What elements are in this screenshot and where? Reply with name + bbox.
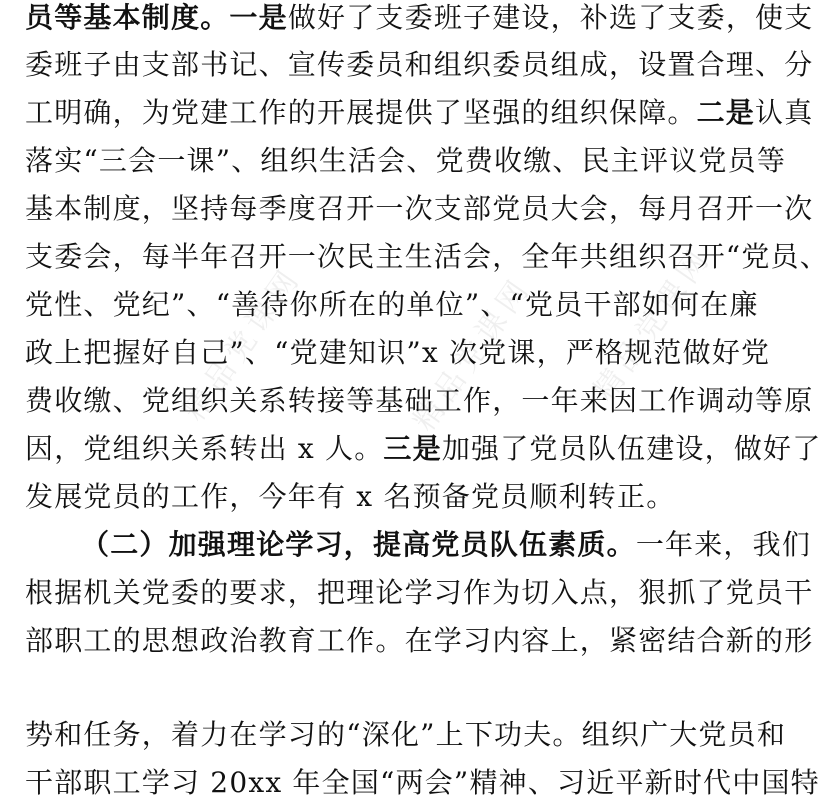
- text-segment: 支委会，每半年召开一次民主生活会，全年共组织召开“党员、: [25, 240, 829, 273]
- watermark-text: 精品党课网: [176, 260, 309, 428]
- bold-text-segment: 一是: [229, 1, 288, 34]
- text-segment: 发展党员的工作，今年有 x 名预备党员顺利转正。: [25, 480, 676, 513]
- text-segment: 认真: [755, 96, 814, 129]
- bold-text-segment: 三是: [383, 432, 442, 465]
- text-segment: 政上把握好自己”、“党建知识”x 次党课，严格规范做好党: [25, 336, 771, 369]
- text-segment: 委班子由支部书记、宣传委员和组织委员组成，设置合理、分: [25, 48, 814, 81]
- text-line: [25, 48, 814, 81]
- text-line: [25, 240, 829, 273]
- text-line: [25, 576, 814, 609]
- text-segment: 干部职工学习 20xx 年全国“两会”精神、习近平新时代中国特: [25, 766, 820, 799]
- text-segment: 一年来，我们: [635, 528, 812, 561]
- text-line: [25, 289, 777, 321]
- text-segment: 因，党组织关系转出 x 人。: [25, 432, 384, 465]
- text-line: [25, 481, 777, 513]
- text-line: [25, 1, 814, 34]
- bold-text-segment: （二）加强理论学习，提高党员队伍素质。: [81, 528, 636, 561]
- text-segment: 势和任务，着力在学习的“深化”上下功夫。组织广大党员和: [25, 718, 787, 751]
- text-line: [25, 432, 822, 465]
- text-line: [25, 337, 777, 369]
- text-line: [25, 96, 814, 129]
- text-segment: 部职工的思想政治教育工作。在学习内容上，紧密结合新的形: [25, 624, 814, 657]
- text-segment: 加强了党员队伍建设，做好了: [441, 432, 822, 465]
- watermark-text: 精品党课网: [406, 270, 539, 438]
- text-line: [25, 624, 814, 657]
- text-line: [81, 528, 812, 561]
- text-segment: 费收缴、党组织关系转接等基础工作，一年来因工作调动等原: [25, 384, 814, 417]
- bold-text-segment: 员等基本制度。: [25, 1, 230, 34]
- text-segment: 根据机关党委的要求，把理论学习作为切入点，狠抓了党员干: [25, 576, 814, 609]
- text-line: [25, 144, 787, 177]
- watermark-text: 精品党课网: [586, 240, 719, 408]
- text-segment: 工明确，为党建工作的开展提供了坚强的组织保障。: [25, 96, 697, 129]
- text-line: [25, 192, 814, 225]
- text-segment: 落实“三会一课”、组织生活会、党费收缴、民主评议党员等: [25, 144, 787, 177]
- text-segment: 党性、党纪”、“善待你所在的单位”、“党员干部如何在廉: [25, 288, 759, 321]
- bold-text-segment: 二是: [696, 96, 756, 129]
- text-line: [25, 384, 814, 417]
- text-line: [25, 718, 787, 751]
- text-line: [25, 766, 820, 799]
- text-segment: 基本制度，坚持每季度召开一次支部党员大会，每月召开一次: [25, 192, 814, 225]
- text-segment: 做好了支委班子建设，补选了支委，使支: [287, 1, 814, 34]
